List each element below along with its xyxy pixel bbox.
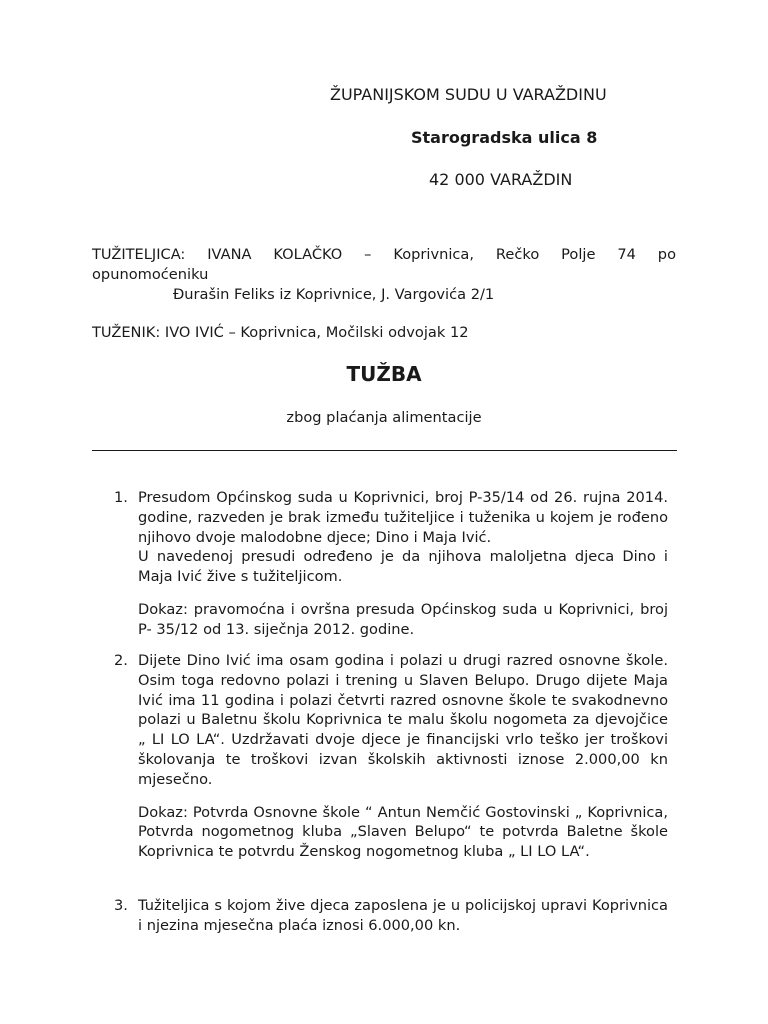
court-city: 42 000 VARAŽDIN <box>429 170 573 189</box>
document-title: TUŽBA <box>346 362 422 386</box>
plaintiff-attorney: Đurašin Feliks iz Koprivnice, J. Vargovića 2/1 <box>173 286 495 303</box>
list-item-text: Tužiteljica s kojom žive djeca zaposlena je u policijskoj upravi Koprivnica i njezina mjesečna plaća iznosi 6.000,00 kn. <box>138 897 668 934</box>
list-item-text: Presudom Općinskog suda u Koprivnici, broj P-35/14 od 26. rujna 2014. godine, razveden je brak između tužiteljice i tuženika u kojem je rođeno njihovo dvoje malodobne djece; Dino i Maja Ivić. <box>138 489 668 546</box>
evidence-text: Dokaz: pravomoćna i ovršna presuda Općinskog suda u Koprivnici, broj P- 35/12 od 13. siječnja 2012. godine. <box>138 600 668 638</box>
court-name: ŽUPANIJSKOM SUDU U VARAŽDINU <box>330 85 607 104</box>
list-item-number: 3. <box>114 897 128 914</box>
plaintiff-block <box>92 245 676 305</box>
horizontal-divider <box>92 450 677 451</box>
document-subtitle: zbog plaćanja alimentacije <box>286 409 482 426</box>
plaintiff-line-2: opunomoćeniku <box>92 266 209 283</box>
court-street: Starogradska ulica 8 <box>411 128 598 147</box>
evidence-text: Dokaz: Potvrda Osnovne škole “ Antun Nemčić Gostovinski „ Koprivnica, Potvrda nogometnog kluba „Slaven Belupo“ te potvrda Baletne škole Koprivnica te potvrdu Ženskog nogometnog kluba „ LI LO LA“. <box>138 803 668 861</box>
list-item-number: 2. <box>114 652 128 669</box>
plaintiff-line-1: TUŽITELJICA: IVANA KOLAČKO – Koprivnica, Rečko Polje 74 po <box>92 246 676 263</box>
list-item-number: 1. <box>114 489 128 506</box>
list-item-text: Dijete Dino Ivić ima osam godina i polazi u drugi razred osnovne škole. Osim toga redovno polazi i trening u Slaven Belupo. Drugo dijete Maja Ivić ima 11 godina i polazi četvrti razred osnovne škole te svakodnevno polazi u Baletnu školu Koprivnica te malu školu nogometa za djevojčice „ LI LO LA“. Uzdržavati dvoje djece je financijski vrlo teško jer troškovi školovanja te troškovi izvan školskih aktivnosti iznose 2.000,00 kn mjesečno. <box>138 652 668 788</box>
defendant-line: TUŽENIK: IVO IVIĆ – Koprivnica, Močilski odvojak 12 <box>92 324 469 341</box>
list-item-text: U navedenoj presudi određeno je da njihova maloljetna djeca Dino i Maja Ivić žive s tužiteljicom. <box>138 548 668 586</box>
